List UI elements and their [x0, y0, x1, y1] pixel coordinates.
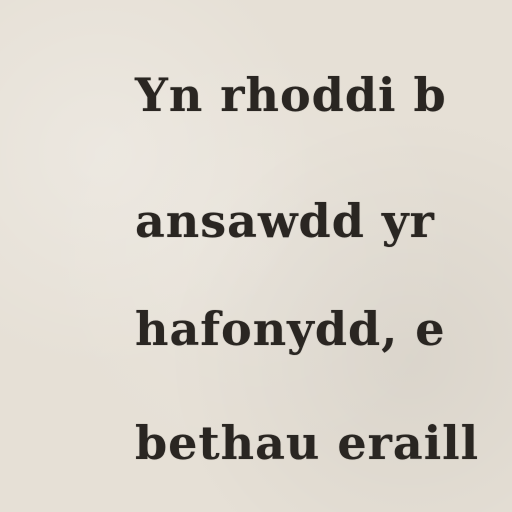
text-line-1: Yn rhoddi b [135, 68, 447, 122]
text-line-2: ansawdd yr [135, 194, 435, 248]
text-line-3: hafonydd, e [135, 302, 446, 356]
text-line-4: bethau eraill [135, 416, 480, 470]
